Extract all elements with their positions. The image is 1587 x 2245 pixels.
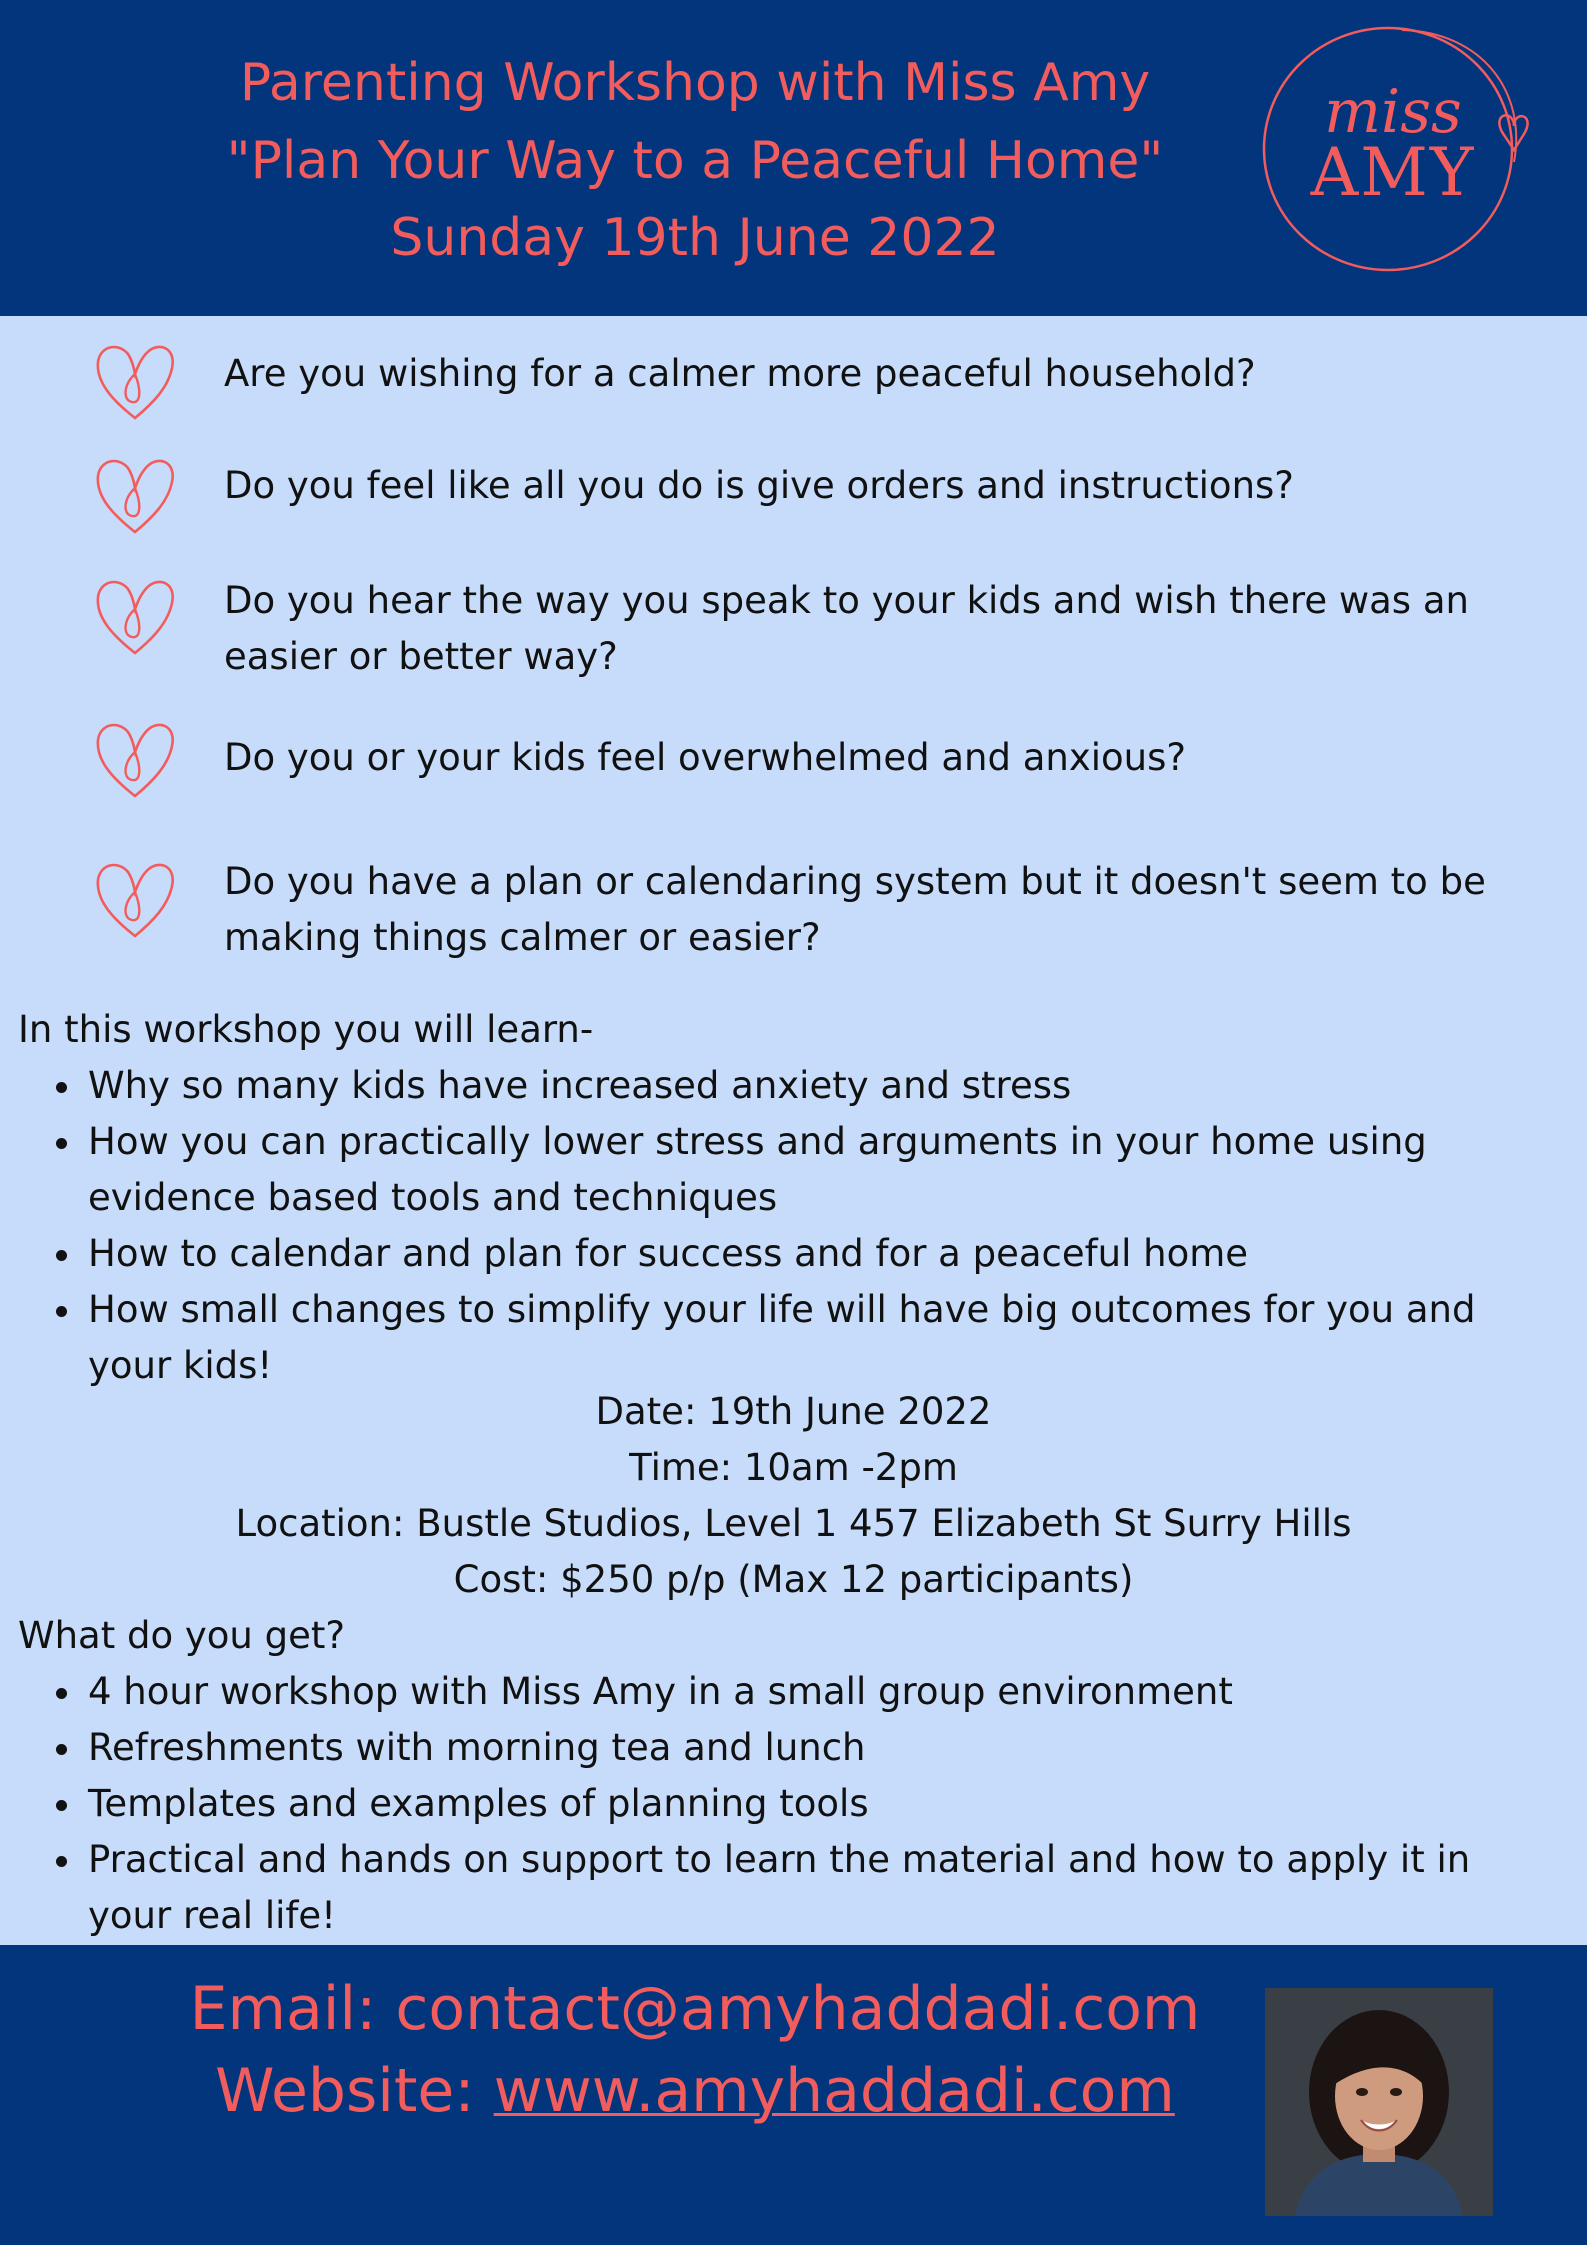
website-line — [0, 2051, 1390, 2131]
portrait-image — [1265, 1988, 1493, 2216]
website-link[interactable]: www.amyhaddadi.com — [493, 2056, 1175, 2126]
get-list — [0, 1664, 1587, 1944]
learn-list — [0, 1058, 1587, 1394]
list-item: Refreshments with morning tea and lunch — [0, 1720, 1528, 1776]
list-item: How small changes to simplify your life will have big outcomes for you and your kids! — [0, 1282, 1528, 1394]
event-location: Location: Bustle Studios, Level 1 457 Elizabeth St Surry Hills — [235, 1502, 1352, 1545]
learn-section-title: In this workshop you will learn- — [18, 1008, 594, 1051]
question-text: Do you feel like all you do is give orders and instructions? — [224, 464, 1294, 507]
list-item: Practical and hands on support to learn the material and how to apply it in your real life! — [0, 1832, 1528, 1944]
title-line-3: Sunday 19th June 2022 — [390, 208, 1000, 268]
email-line — [0, 1969, 1390, 2049]
get-section-title: What do you get? — [18, 1614, 346, 1657]
list-item: 4 hour workshop with Miss Amy in a small group environment — [0, 1664, 1528, 1720]
amy-portrait-photo — [1265, 1988, 1493, 2216]
heart-icon — [92, 716, 178, 802]
list-item: How to calendar and plan for success and for a peaceful home — [0, 1226, 1528, 1282]
website-label: Website: — [215, 2056, 494, 2126]
list-item: Templates and examples of planning tools — [0, 1776, 1528, 1832]
logo-text-amy: AMY — [1310, 134, 1476, 211]
header-banner — [0, 0, 1587, 316]
title-line-2: "Plan Your Way to a Peaceful Home" — [226, 131, 1164, 191]
heart-icon — [92, 856, 178, 942]
event-date: Date: 19th June 2022 — [595, 1390, 992, 1433]
question-text: Do you or your kids feel overwhelmed and anxious? — [224, 736, 1187, 779]
title-line-1: Parenting Workshop with Miss Amy — [239, 53, 1151, 113]
question-text: Are you wishing for a calmer more peaceful household? — [224, 352, 1256, 395]
list-item: Why so many kids have increased anxiety and stress — [0, 1058, 1528, 1114]
list-item: How you can practically lower stress and arguments in your home using evidence based tools and techniques — [0, 1114, 1528, 1226]
question-text: Do you hear the way you speak to your kids and wish there was an easier or better way? — [224, 579, 1469, 678]
heart-icon — [92, 338, 178, 424]
email-label: Email: — [189, 1974, 396, 2044]
miss-amy-logo — [1252, 22, 1534, 277]
email-address[interactable]: contact@amyhaddadi.com — [395, 1974, 1201, 2044]
logo-text-miss: miss — [1324, 77, 1462, 147]
heart-icon — [92, 573, 178, 659]
heart-icon — [92, 452, 178, 538]
question-text: Do you have a plan or calendaring system but it doesn't seem to be making things calmer or easier? — [224, 860, 1486, 959]
event-cost: Cost: $250 p/p (Max 12 participants) — [453, 1558, 1134, 1601]
event-time: Time: 10am -2pm — [629, 1446, 958, 1489]
